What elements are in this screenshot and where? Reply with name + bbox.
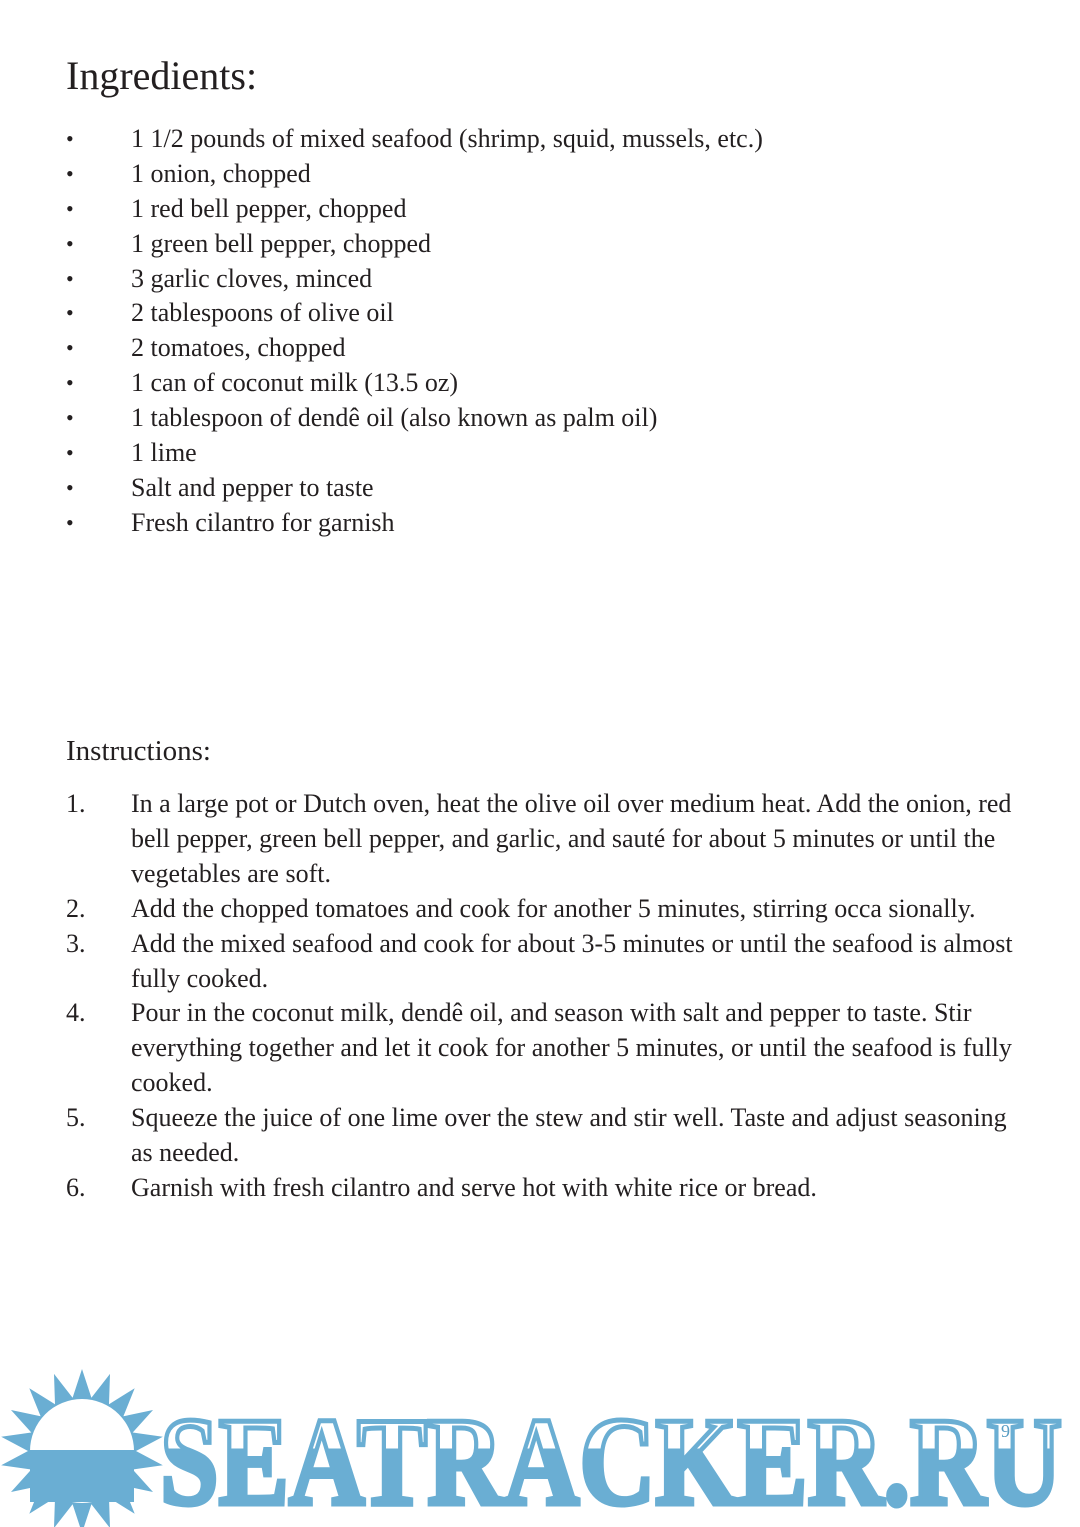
step-text: Pour in the coconut milk, dendê oil, and season with salt and pepper to taste. Stir everything together and let it cook for another 5 minutes, or until the seafood is fully cooked.: [131, 998, 1012, 1098]
list-item: [66, 506, 1026, 541]
bullet: •: [66, 126, 74, 151]
ingredient-text: 1 green bell pepper, chopped: [131, 228, 432, 258]
step-text: Squeeze the juice of one lime over the stew and stir well. Taste and adjust seasoning as needed.: [131, 1103, 1007, 1168]
list-item: [66, 122, 1026, 157]
page-number: 9: [1001, 1421, 1010, 1441]
ingredient-text: 1 1/2 pounds of mixed seafood (shrimp, squid, mussels, etc.): [131, 124, 763, 153]
list-item: [66, 331, 1026, 366]
list-item: [66, 471, 1026, 506]
bullet: •: [66, 195, 74, 221]
ingredient-text: 1 tablespoon of dendê oil (also known as palm oil): [131, 403, 658, 433]
step-text: Add the mixed seafood and cook for about 3-5 minutes or until the seafood is almost fully cooked.: [131, 928, 1013, 993]
ingredient-text: 2 tablespoons of olive oil: [131, 298, 394, 328]
instructions-list: [66, 787, 1026, 1206]
instructions-title: Instructions:: [66, 735, 211, 767]
list-item: [66, 157, 1026, 192]
bullet: •: [66, 440, 74, 466]
ingredient-text: Salt and pepper to taste: [131, 472, 374, 502]
step-number: 1.: [66, 789, 86, 818]
ingredient-text: 2 tomatoes, chopped: [131, 333, 346, 363]
step-number: 2.: [66, 893, 86, 923]
step-number: 4.: [66, 998, 86, 1028]
logo-text: SEATRACKER.RU: [160, 1393, 1062, 1527]
step-number: 3.: [66, 928, 86, 958]
list-item: [66, 996, 1026, 1101]
list-item: [66, 1171, 1026, 1206]
ingredients-list: [66, 122, 1026, 541]
bullet: •: [66, 300, 74, 326]
list-item: [66, 892, 1026, 927]
ingredient-text: 3 garlic cloves, minced: [131, 263, 373, 293]
ingredient-text: 1 onion, chopped: [131, 158, 311, 188]
ingredient-text: 1 lime: [131, 438, 197, 468]
step-text: Add the chopped tomatoes and cook for another 5 minutes, stirring occa sionally.: [131, 893, 976, 923]
bullet: •: [66, 405, 74, 431]
list-item: [66, 262, 1026, 297]
bullet: •: [66, 370, 74, 396]
ingredient-text: Fresh cilantro for garnish: [131, 507, 395, 537]
bullet: •: [66, 160, 74, 186]
list-item: [66, 296, 1026, 331]
bullet: •: [66, 509, 74, 535]
footer-logo: [0, 1366, 1080, 1527]
bullet: •: [66, 474, 74, 500]
list-item: [66, 227, 1026, 262]
list-item: [66, 401, 1026, 436]
bullet: •: [66, 335, 74, 361]
step-text: Garnish with fresh cilantro and serve hot with white rice or bread.: [131, 1172, 817, 1202]
step-number: 5.: [66, 1103, 86, 1133]
list-item: [66, 192, 1026, 227]
list-item: [66, 787, 1026, 892]
ingredient-text: 1 can of coconut milk (13.5 oz): [131, 368, 459, 398]
list-item: [66, 366, 1026, 401]
list-item: [66, 927, 1026, 997]
list-item: [66, 1101, 1026, 1171]
ingredient-text: 1 red bell pepper, chopped: [131, 193, 407, 223]
sun-icon: [1, 1369, 163, 1527]
ingredients-title: Ingredients:: [66, 53, 258, 98]
bullet: •: [66, 230, 74, 256]
step-number: 6.: [66, 1172, 86, 1202]
list-item: [66, 436, 1026, 471]
bullet: •: [66, 265, 74, 291]
sun-sea: [30, 1454, 134, 1502]
step-text: In a large pot or Dutch oven, heat the olive oil over medium heat. Add the onion, red bell pepper, green bell pepper, and garlic, and sauté for about 5 minutes or until the vegetables are soft.: [131, 789, 1012, 888]
